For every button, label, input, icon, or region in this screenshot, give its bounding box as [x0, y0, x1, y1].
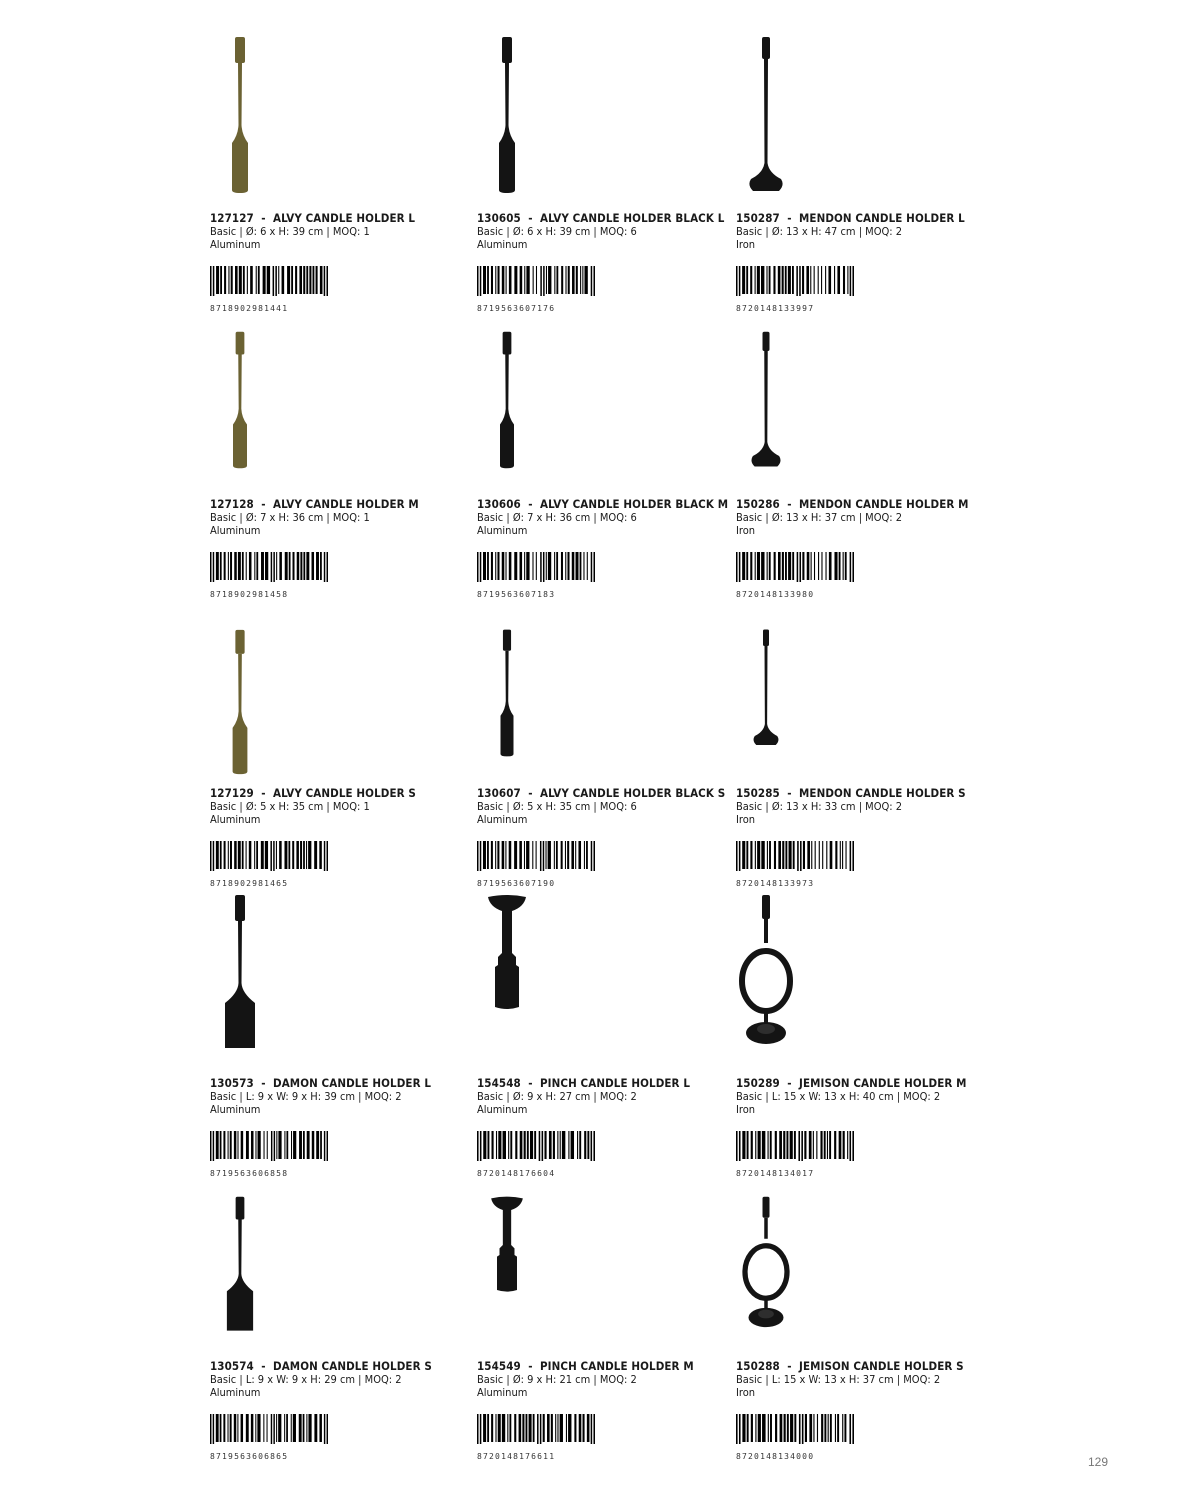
product-name: JEMISON CANDLE HOLDER S [799, 1359, 964, 1373]
title-separator: - [779, 211, 799, 225]
ean-number: 8720148176611 [477, 1452, 556, 1461]
barcode-image [736, 552, 854, 586]
product-title [477, 1076, 717, 1090]
title-separator: - [253, 1076, 273, 1090]
ean-number: 8720148133997 [736, 304, 815, 313]
title-separator: - [520, 1359, 540, 1373]
ean-number: 8720148176604 [477, 1169, 556, 1178]
product-name: ALVY CANDLE HOLDER L [273, 211, 416, 225]
product-card-alvy-candle-holder-black-l [477, 211, 725, 251]
product-spec: Basic | Ø: 9 x H: 21 cm | MOQ: 2 [477, 1373, 637, 1386]
product-code: 150285 [736, 786, 780, 800]
product-spec: Basic | Ø: 9 x H: 27 cm | MOQ: 2 [477, 1090, 637, 1103]
title-separator: - [779, 1359, 799, 1373]
product-spec: Basic | L: 9 x W: 9 x H: 29 cm | MOQ: 2 [210, 1373, 402, 1386]
product-material: Aluminum [477, 524, 528, 537]
title-separator: - [520, 786, 540, 800]
product-spec: Basic | L: 15 x W: 13 x H: 37 cm | MOQ: 2 [736, 1373, 941, 1386]
barcode-image [210, 1131, 328, 1165]
product-title [210, 1359, 450, 1373]
product-material: Aluminum [477, 1103, 528, 1116]
product-code: 154548 [477, 1076, 521, 1090]
alvy-candle-holder-icon [447, 628, 567, 758]
barcode-image [477, 266, 595, 300]
product-title [736, 497, 976, 511]
product-code: 150289 [736, 1076, 780, 1090]
damon-candle-holder-icon [180, 893, 300, 1053]
product-card-alvy-candle-holder-black-s [477, 786, 726, 826]
product-spec: Basic | Ø: 13 x H: 47 cm | MOQ: 2 [736, 225, 903, 238]
ean-number: 8720148133973 [736, 879, 815, 888]
product-spec: Basic | Ø: 7 x H: 36 cm | MOQ: 1 [210, 511, 370, 524]
title-separator: - [520, 1076, 540, 1090]
product-title [210, 1076, 450, 1090]
product-name: ALVY CANDLE HOLDER S [273, 786, 416, 800]
product-code: 127129 [210, 786, 254, 800]
product-card-alvy-candle-holder-m [210, 497, 450, 537]
barcode-image [210, 552, 328, 586]
product-code: 130607 [477, 786, 521, 800]
alvy-candle-holder-icon [447, 330, 567, 470]
product-material: Iron [736, 238, 756, 251]
product-material: Aluminum [477, 238, 528, 251]
barcode-image [736, 1131, 854, 1165]
ean-number: 8718902981441 [210, 304, 289, 313]
title-separator: - [520, 211, 540, 225]
product-card-pinch-candle-holder-m [477, 1359, 717, 1399]
product-material: Aluminum [210, 813, 261, 826]
product-title [736, 211, 976, 225]
product-card-jemison-candle-holder-m [736, 1076, 976, 1116]
product-name: ALVY CANDLE HOLDER BLACK S [540, 786, 726, 800]
product-name: JEMISON CANDLE HOLDER M [799, 1076, 967, 1090]
product-title [736, 1359, 976, 1373]
product-title [736, 786, 976, 800]
title-separator: - [253, 211, 273, 225]
mendon-candle-holder-icon [706, 35, 826, 195]
product-spec: Basic | Ø: 6 x H: 39 cm | MOQ: 6 [477, 225, 637, 238]
product-spec: Basic | Ø: 13 x H: 37 cm | MOQ: 2 [736, 511, 903, 524]
alvy-candle-holder-icon [180, 35, 300, 195]
alvy-candle-holder-icon [447, 35, 567, 195]
product-name: MENDON CANDLE HOLDER L [799, 211, 965, 225]
title-separator: - [253, 497, 273, 511]
product-material: Aluminum [210, 238, 261, 251]
product-name: PINCH CANDLE HOLDER M [540, 1359, 694, 1373]
alvy-candle-holder-icon [180, 628, 300, 776]
barcode-image [210, 841, 328, 875]
product-material: Iron [736, 1103, 756, 1116]
product-title [210, 497, 450, 511]
product-card-jemison-candle-holder-s [736, 1359, 976, 1399]
product-code: 130573 [210, 1076, 254, 1090]
alvy-candle-holder-icon [180, 330, 300, 470]
product-code: 154549 [477, 1359, 521, 1373]
ean-number: 8720148134000 [736, 1452, 815, 1461]
product-card-alvy-candle-holder-s [210, 786, 450, 826]
barcode-image [477, 552, 595, 586]
product-material: Iron [736, 1386, 756, 1399]
ean-number: 8719563606858 [210, 1169, 289, 1178]
product-name: PINCH CANDLE HOLDER L [540, 1076, 691, 1090]
title-separator: - [253, 786, 273, 800]
product-material: Iron [736, 524, 756, 537]
product-card-mendon-candle-holder-l [736, 211, 976, 251]
mendon-candle-holder-icon [706, 330, 826, 470]
product-spec: Basic | Ø: 6 x H: 39 cm | MOQ: 1 [210, 225, 370, 238]
product-code: 150287 [736, 211, 780, 225]
product-name: ALVY CANDLE HOLDER M [273, 497, 419, 511]
product-name: DAMON CANDLE HOLDER L [273, 1076, 432, 1090]
product-title [210, 786, 450, 800]
product-code: 150286 [736, 497, 780, 511]
damon-candle-holder-icon [180, 1195, 300, 1335]
product-title [210, 211, 450, 225]
product-spec: Basic | L: 9 x W: 9 x H: 39 cm | MOQ: 2 [210, 1090, 402, 1103]
pinch-candle-holder-icon [447, 1195, 567, 1295]
product-material: Aluminum [210, 1386, 261, 1399]
ean-number: 8718902981465 [210, 879, 289, 888]
product-material: Aluminum [210, 1103, 261, 1116]
product-material: Aluminum [477, 1386, 528, 1399]
ean-number: 8719563607176 [477, 304, 556, 313]
product-spec: Basic | Ø: 5 x H: 35 cm | MOQ: 6 [477, 800, 637, 813]
product-title [477, 497, 729, 511]
product-title [477, 211, 725, 225]
product-spec: Basic | Ø: 5 x H: 35 cm | MOQ: 1 [210, 800, 370, 813]
product-spec: Basic | Ø: 13 x H: 33 cm | MOQ: 2 [736, 800, 903, 813]
barcode-image [736, 266, 854, 300]
title-separator: - [520, 497, 540, 511]
product-card-mendon-candle-holder-m [736, 497, 976, 537]
ean-number: 8719563607190 [477, 879, 556, 888]
product-spec: Basic | Ø: 7 x H: 36 cm | MOQ: 6 [477, 511, 637, 524]
ean-number: 8718902981458 [210, 590, 289, 599]
title-separator: - [779, 1076, 799, 1090]
product-name: MENDON CANDLE HOLDER S [799, 786, 966, 800]
product-name: MENDON CANDLE HOLDER M [799, 497, 969, 511]
barcode-image [736, 1414, 854, 1448]
product-title [477, 786, 726, 800]
product-code: 130605 [477, 211, 521, 225]
product-code: 150288 [736, 1359, 780, 1373]
barcode-image [210, 266, 328, 300]
title-separator: - [779, 786, 799, 800]
product-code: 127127 [210, 211, 254, 225]
product-name: ALVY CANDLE HOLDER BLACK L [540, 211, 725, 225]
product-card-pinch-candle-holder-l [477, 1076, 717, 1116]
title-separator: - [253, 1359, 273, 1373]
product-material: Aluminum [210, 524, 261, 537]
barcode-image [477, 841, 595, 875]
jemison-candle-holder-icon [706, 1195, 826, 1335]
product-title [477, 1359, 717, 1373]
ean-number: 8719563606865 [210, 1452, 289, 1461]
product-spec: Basic | L: 15 x W: 13 x H: 40 cm | MOQ: 2 [736, 1090, 941, 1103]
title-separator: - [779, 497, 799, 511]
ean-number: 8720148134017 [736, 1169, 815, 1178]
product-card-alvy-candle-holder-black-m [477, 497, 729, 537]
barcode-image [477, 1414, 595, 1448]
barcode-image [210, 1414, 328, 1448]
product-title [736, 1076, 976, 1090]
product-name: ALVY CANDLE HOLDER BLACK M [540, 497, 729, 511]
ean-number: 8720148133980 [736, 590, 815, 599]
barcode-image [477, 1131, 595, 1165]
product-card-damon-candle-holder-l [210, 1076, 450, 1116]
product-card-mendon-candle-holder-s [736, 786, 976, 826]
product-code: 130606 [477, 497, 521, 511]
mendon-candle-holder-icon [706, 628, 826, 748]
product-card-damon-candle-holder-s [210, 1359, 450, 1399]
ean-number: 8719563607183 [477, 590, 556, 599]
page-number: 129 [1087, 1455, 1108, 1469]
product-material: Iron [736, 813, 756, 826]
product-code: 127128 [210, 497, 254, 511]
jemison-candle-holder-icon [706, 893, 826, 1053]
pinch-candle-holder-icon [447, 893, 567, 1013]
product-code: 130574 [210, 1359, 254, 1373]
product-name: DAMON CANDLE HOLDER S [273, 1359, 432, 1373]
product-material: Aluminum [477, 813, 528, 826]
product-card-alvy-candle-holder-l [210, 211, 450, 251]
barcode-image [736, 841, 854, 875]
